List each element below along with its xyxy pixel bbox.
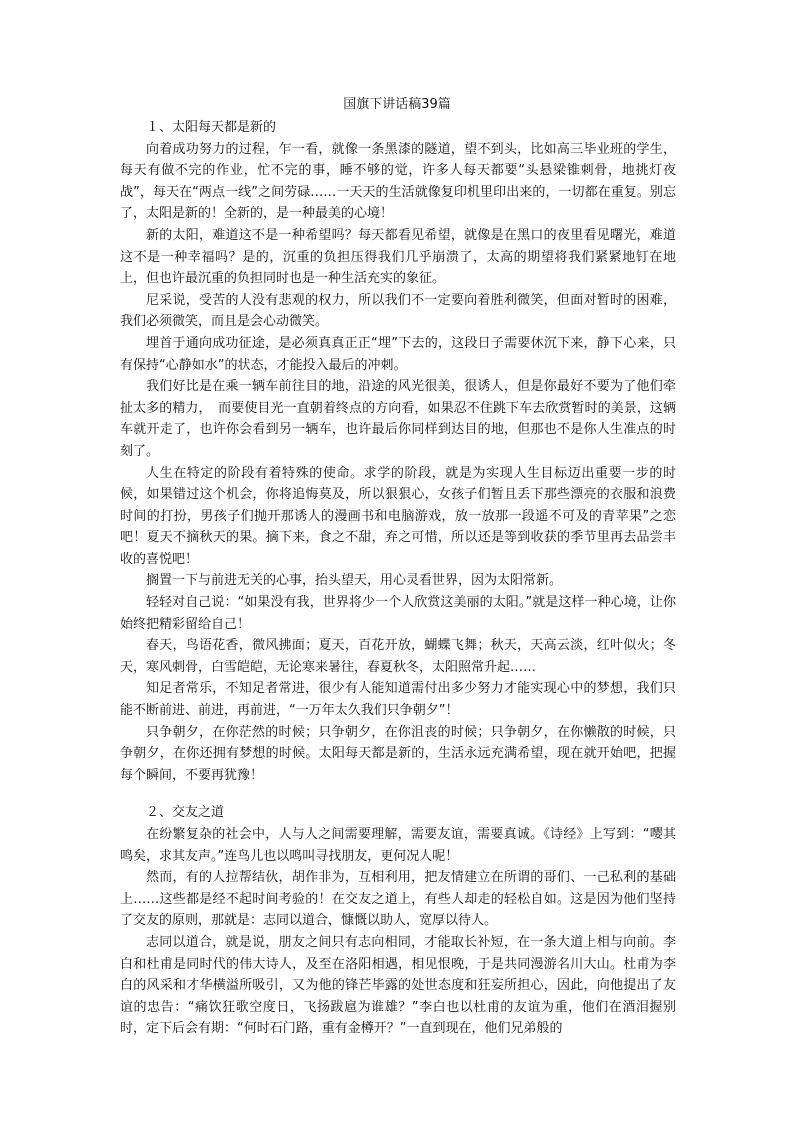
paragraph: 春天，鸟语花香，微风拂面；夏天，百花开放，蝴蝶飞舞；秋天，天高云淡，红叶似火；冬天，寒风刺骨，白雪皑皑，无论寒来暑往，春夏秋冬，太阳照常升起…… <box>120 638 676 675</box>
paragraph: 尼采说，受苦的人没有悲观的权力，所以我们不一定要向着胜利微笑，但面对暂时的困难，我们必须微笑，而且是会心动微笑。 <box>120 292 676 330</box>
paragraph: 新的太阳，难道这不是一种希望吗？每天都看见希望，就像是在黑口的夜里看见曙光，难道这不是一种幸福吗？是的，沉重的负担压得我们几乎崩溃了，太高的期望将我们紧紧地钉在地上，但也许最沉重的负担同时也是一种生活充实的象征。 <box>120 227 676 287</box>
paragraph: 志同以道合，就是说，朋友之间只有志向相同，才能取长补短，在一条大道上相与向前。李白和杜甫是同时代的伟大诗人，及至在洛阳相遇，相见恨晚，于是共同漫游名川大山。杜甫为李白的风采和才华横溢所吸引，又为他的锋芒毕露的处世态度和狂妄所担心，因此，向他提出了友谊的忠告：“痛饮狂歌空度日，飞扬跋扈为谁雄？”李白也以杜甫的友谊为重，他们在酒泪握别时，定下后会有期：“何时石门路，重有金樽开？”一直到现在，他们兄弟般的 <box>120 934 676 1037</box>
section-spacer <box>120 786 676 802</box>
section-heading-1: １、太阳每天都是新的 <box>146 120 277 135</box>
paragraph: 只争朝夕，在你茫然的时候；只争朝夕，在你沮丧的时候；只争朝夕，在你懒散的时候，只争朝夕，在你还拥有梦想的时候。太阳每天都是新的，生活永远充满希望，现在就开始吧，把握每个瞬间，不要再犹豫！ <box>120 724 676 783</box>
paragraph: 然而，有的人拉帮结伙，胡作非为，互相利用，把友情建立在所谓的哥们、一己私利的基础上……这些都是经不起时间考验的！在交友之道上，有些人却走的轻松自如。这是因为他们坚持了交友的原则，那就是：志同以道合，慷慨以助人，宽厚以待人。 <box>120 870 676 929</box>
section-heading-2: ２、交友之道 <box>146 805 225 821</box>
document-title: 国旗下讲话稿39篇 <box>343 97 451 112</box>
paragraph: 知足者常乐，不知足者常进，很少有人能知道需付出多少努力才能实现心中的梦想，我们只能不断前进、前进，再前进，“一万年太久我们只争朝夕”！ <box>120 681 676 719</box>
paragraph: 搁置一下与前进无关的心事，抬头望天，用心灵看世界，因为太阳常新。 <box>146 573 563 589</box>
paragraph: 向着成功努力的过程，乍一看，就像一条黑漆的隧道，望不到头，比如高三毕业班的学生，每天有做不完的作业，忙不完的事，睡不够的觉，许多人每天都要“头悬梁锥刺骨，地挑灯夜战”，每天在“两点一线”之间劳碌……一天天的生活就像复印机里印出来的，一切都在重复。别忘了，太阳是新的！全新的，是一种最美的心境！ <box>120 141 676 222</box>
document-body <box>120 117 676 1040</box>
paragraph: 埋首于通向成功征途，是必须真真正正“埋”下去的，这段日子需要休沉下来，静下心来，只有保持“心静如水”的状态，才能投入最后的冲刺。 <box>120 335 676 373</box>
paragraph: 人生在特定的阶段有着特殊的使命。求学的阶段，就是为实现人生目标迈出重要一步的时候，如果错过这个机会，你将追悔莫及，所以狠狠心，女孩子们暂且丢下那些漂亮的衣服和浪费时间的打扮，男孩子们抛开那诱人的漫画书和电脑游戏，放一放那一段遥不可及的青苹果”之恋吧！夏天不摘秋天的果。摘下来，食之不甜，弃之可惜，所以还是等到收获的季节里再去品尝丰收的喜悦吧！ <box>120 465 676 567</box>
paragraph: 轻轻对自己说：“如果没有我，世界将少一个人欣赏这美丽的太阳。”就是这样一种心境，让你始终把精彩留给自己！ <box>120 595 676 632</box>
paragraph: 我们好比是在乘一辆车前往目的地，沿途的风光很美，很诱人，但是你最好不要为了他们牵扯太多的精力， 而要使目光一直朝着终点的方向看，如果忍不住跳下车去欣赏暂时的美景，这辆车就开走了，也许你会看到另一辆车，也许最后你同样到达目的地，但那也不是你人生准点的时刻了。 <box>120 379 676 459</box>
paragraph: 在纷繁复杂的社会中，人与人之间需要理解，需要友谊，需要真诚。《诗经》上写到：“嘤其鸣矣，求其友声。”连鸟儿也以鸣叫寻找朋友，更何况人呢！ <box>120 827 676 864</box>
